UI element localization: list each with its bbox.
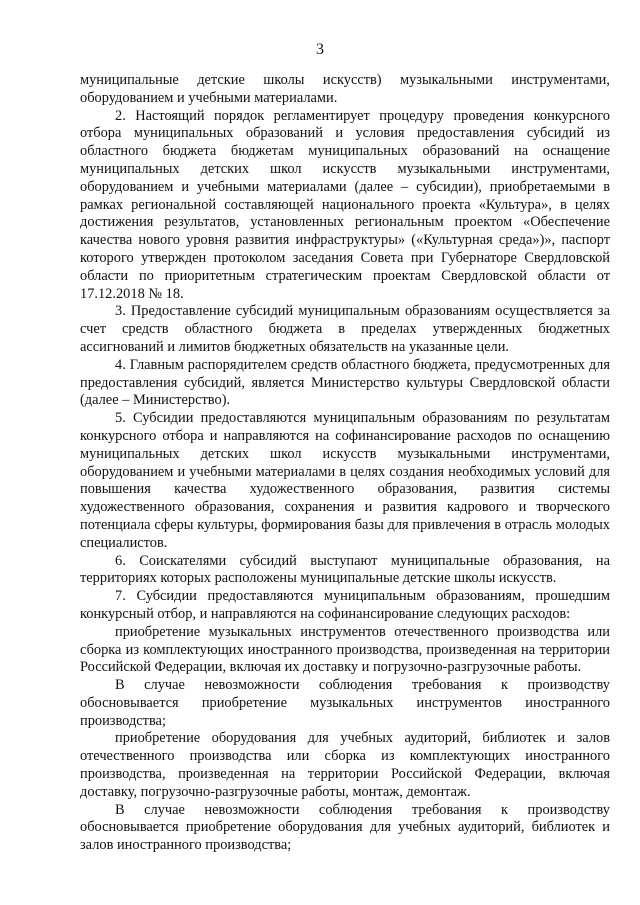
paragraph-item-4: 4. Главным распорядителем средств областного бюджета, предусмотренных для предоставления субсидий, является Министерство культуры Свердловской области (далее – Министерство). (80, 356, 610, 409)
paragraph-exception-equipment: В случае невозможности соблюдения требования к производству обосновывается приобретение оборудования для учебных аудиторий, библиотек и залов иностранного производства; (80, 801, 610, 854)
paragraph-expense-equipment: приобретение оборудования для учебных аудиторий, библиотек и залов отечественного производства или сборка из комплектующих иностранного производства, произведенная на территории Российской Федерации, включая доставку, погрузочно-разгрузочные работы, монтаж, демонтаж. (80, 730, 610, 800)
paragraph-continuation: муниципальные детские школы искусств) музыкальными инструментами, оборудованием и учебными материалами. (80, 72, 610, 106)
document-body (80, 72, 610, 855)
paragraph-item-2: 2. Настоящий порядок регламентирует процедуру проведения конкурсного отбора муниципальных образований и условия предоставления субсидий из областного бюджета бюджетам муниципальных образований на оснащение муниципальных детских школ искусств музыкальными инструментами, оборудованием и учебными материалами (далее – субсидии), приобретаемыми в рамках региональной составляющей национального проекта «Культура», в целях достижения результатов, установленных региональным проектом «Обеспечение качества нового уровня развития инфраструктуры» («Культурная среда»)», паспорт которого утвержден протоколом заседания Совета при Губернаторе Свердловской области по приоритетным стратегическим проектам Свердловской области от 17.12.2018 № 18. (80, 107, 610, 302)
paragraph-item-5: 5. Субсидии предоставляются муниципальным образованиям по результатам конкурсного отбора и направляются на софинансирование расходов по оснащению муниципальных детских школ искусств музыкальными инструментами, оборудованием и учебными материалами в целях создания необходимых условий для повышения качества художественного образования, развития системы художественного образования, сохранения и развития кадрового и творческого потенциала сферы культуры, формирования базы для привлечения в отрасль молодых специалистов. (80, 410, 610, 551)
paragraph-item-7: 7. Субсидии предоставляются муниципальным образованиям, прошедшим конкурсный отбор, и направляются на софинансирование следующих расходов: (80, 588, 610, 622)
paragraph-item-6: 6. Соискателями субсидий выступают муниципальные образования, на территориях которых расположены муниципальные детские школы искусств. (80, 552, 610, 587)
page-number: 3 (316, 41, 324, 58)
paragraph-exception-instruments: В случае невозможности соблюдения требования к производству обосновывается приобретение музыкальных инструментов иностранного производства; (80, 677, 610, 729)
paragraph-item-3: 3. Предоставление субсидий муниципальным образованиям осуществляется за счет средств областного бюджета в пределах утвержденных бюджетных ассигнований и лимитов бюджетных обязательств на указанные цели. (80, 303, 610, 355)
paragraph-expense-instruments: приобретение музыкальных инструментов отечественного производства или сборка из комплектующих иностранного производства, произведенная на территории Российской Федерации, включая их доставку и погрузочно-разгрузочные работы. (80, 623, 610, 676)
